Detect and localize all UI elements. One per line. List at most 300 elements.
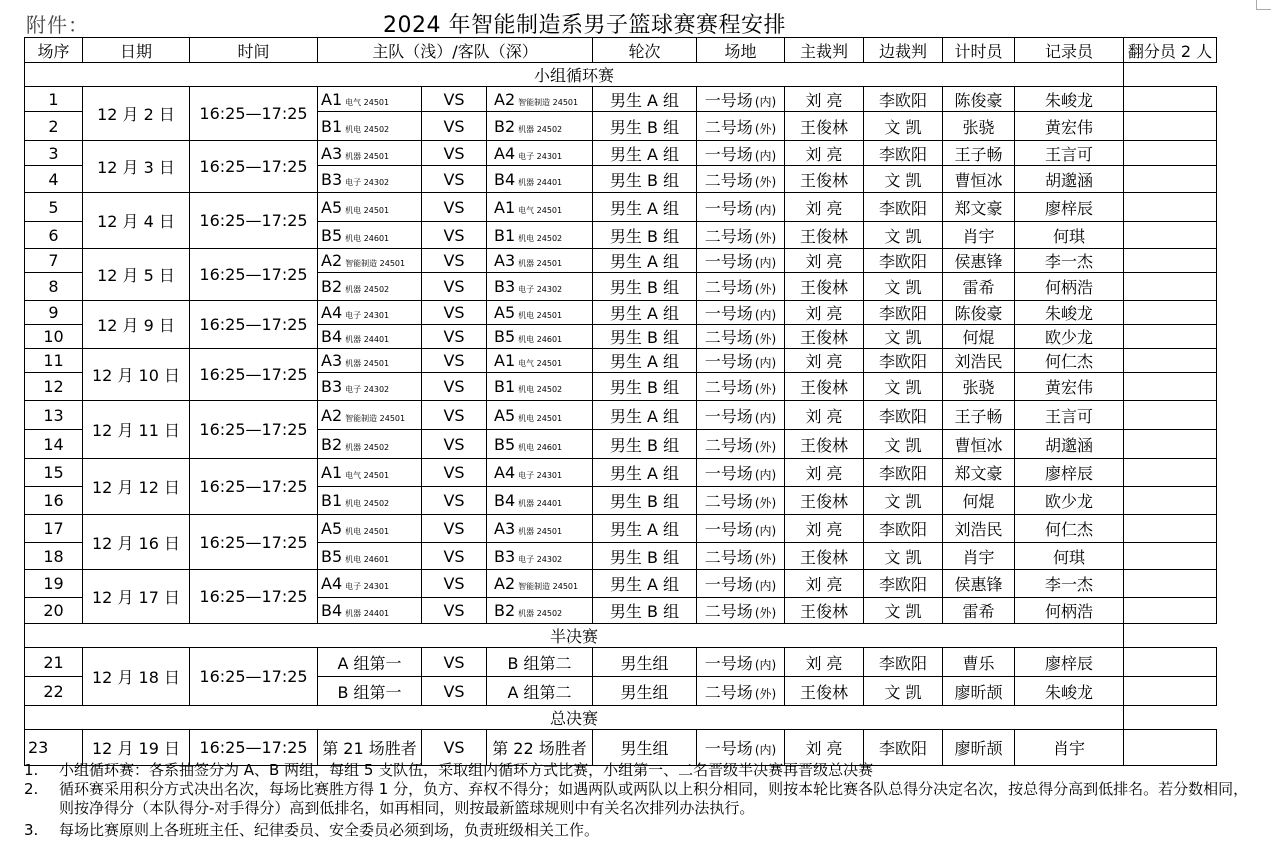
away-team-cell-code: A2 [494,89,516,109]
recorder-cell: 朱峻龙 [1015,301,1124,325]
home-team-cell-code: B5 [321,546,343,566]
venue-name: 二号场 [704,226,753,246]
home-team-cell-class: 机器 24502 [345,442,390,452]
main-referee-cell: 王俊林 [785,325,864,349]
away-team-cell-class: 电子 24301 [518,471,563,480]
away-team-cell-class: 机电 24502 [518,385,563,394]
round-cell: 男生 B 组 [593,166,697,193]
vs-cell: VS [422,401,487,430]
match-no-cell: 2 [25,112,83,141]
page-title: 2024 年智能制造系男子篮球赛赛程安排 [383,13,786,38]
away-team-cell-class: 智能制造 24501 [518,97,579,107]
venue-cell [697,112,785,141]
recorder-cell: 肖宇 [1015,730,1124,766]
home-team-cell-code: A4 [321,303,343,322]
home-team-cell-class: 机电 24601 [345,554,390,564]
round-cell: 男生 B 组 [593,112,697,141]
away-team-cell-class: 机器 24501 [518,259,563,268]
away-team-cell-code: A2 [494,574,516,593]
main-referee-cell: 王俊林 [785,273,864,301]
away-team-cell-code: A3 [494,251,516,270]
round-cell: 男生组 [593,677,697,706]
away-team-cell-code: A5 [494,405,516,425]
round-cell: 男生 B 组 [593,430,697,459]
time-cell: 16:25—17:25 [190,570,318,624]
home-team-cell-code: A1 [321,89,343,109]
time-cell: 16:25—17:25 [190,401,318,459]
main-referee-cell: 刘 亮 [785,648,864,677]
venue-cell [697,459,785,487]
home-team-cell-code: B2 [321,277,343,296]
away-team-cell: B 组第二 [487,648,593,677]
side-referee-cell: 文 凯 [864,677,943,706]
date-cell: 12 月 4 日 [83,193,190,249]
venue-tag: (外) [754,439,777,454]
table-row [25,349,1217,373]
away-team-cell-code: A3 [494,519,516,538]
side-referee-cell: 文 凯 [864,112,943,141]
away-team-cell [487,373,593,401]
away-team-cell: 第 22 场胜者 [487,730,593,766]
venue-name: 一号场 [704,352,753,371]
main-referee-cell: 王俊林 [785,543,864,570]
scorer-cell [1124,87,1217,112]
match-no-cell: 21 [25,648,83,677]
match-no-cell: 16 [25,487,83,515]
venue-tag: (内) [754,94,777,109]
round-cell: 男生 A 组 [593,349,697,373]
home-team-cell: 第 21 场胜者 [318,730,422,766]
away-team-cell [487,459,593,487]
away-team-cell-code: B1 [494,377,516,396]
away-team-cell [487,515,593,543]
recorder-cell: 胡邈涵 [1015,430,1124,459]
main-referee-cell: 刘 亮 [785,459,864,487]
away-team-cell [487,487,593,515]
venue-tag: (外) [754,230,777,245]
venue-name: 二号场 [704,435,753,455]
recorder-cell: 何仁杰 [1015,349,1124,373]
venue-tag: (外) [754,121,777,136]
main-referee-cell: 王俊林 [785,166,864,193]
venue-name: 一号场 [704,739,753,758]
venue-tag: (内) [754,148,777,163]
match-no-cell: 5 [25,193,83,222]
match-no-cell: 13 [25,401,83,430]
timer-cell: 曹恒冰 [943,430,1015,459]
away-team-cell [487,166,593,193]
home-team-cell: A 组第一 [318,648,422,677]
away-team-cell-class: 机电 24501 [518,311,563,320]
time-cell: 16:25—17:25 [190,141,318,193]
scorer-cell [1124,487,1217,515]
round-cell: 男生 A 组 [593,193,697,222]
away-team-cell-code: B1 [494,225,516,245]
venue-cell [697,677,785,706]
home-team-cell-class: 智能制造 24501 [345,259,406,268]
match-no-cell: 10 [25,325,83,349]
venue-tag: (外) [754,606,777,620]
vs-cell: VS [422,249,487,273]
venue-tag: (外) [754,174,777,189]
timer-cell: 陈俊豪 [943,87,1015,112]
timer-cell: 侯惠锋 [943,570,1015,598]
section-heading: 总决赛 [25,706,1124,730]
away-team-cell-code: B5 [494,434,516,454]
note-text: 每场比赛原则上各班班主任、纪律委员、安全委员必须到场，负责班级相关工作。 [59,821,600,839]
round-cell: 男生 A 组 [593,87,697,112]
time-cell: 16:25—17:25 [190,301,318,349]
round-cell: 男生 B 组 [593,325,697,349]
time-cell: 16:25—17:25 [190,648,318,706]
venue-cell [697,166,785,193]
venue-cell [697,325,785,349]
main-referee-cell: 刘 亮 [785,249,864,273]
round-cell: 男生 A 组 [593,515,697,543]
date-cell: 12 月 18 日 [83,648,190,706]
vs-cell: VS [422,301,487,325]
home-team-cell [318,349,422,373]
timer-cell: 郑文豪 [943,193,1015,222]
venue-cell [697,301,785,325]
vs-cell: VS [422,648,487,677]
vs-cell: VS [422,570,487,598]
away-team-cell-class: 电气 24501 [518,359,563,368]
side-referee-cell: 李欧阳 [864,141,943,166]
date-cell: 12 月 12 日 [83,459,190,515]
header-timer: 计时员 [943,38,1015,63]
scorer-cell [1124,325,1217,349]
home-team-cell-code: B4 [321,601,343,620]
notes-block [24,761,1260,840]
home-team-cell [318,222,422,249]
main-referee-cell: 刘 亮 [785,141,864,166]
match-no-cell: 19 [25,570,83,598]
home-team-cell-code: B1 [321,116,343,136]
home-team-cell-class: 电子 24301 [345,311,390,320]
match-no-cell: 11 [25,349,83,373]
main-referee-cell: 王俊林 [785,222,864,249]
side-referee-cell: 文 凯 [864,166,943,193]
home-team-cell-class: 电子 24302 [345,177,390,187]
away-team-cell [487,325,593,349]
recorder-cell: 黄宏伟 [1015,373,1124,401]
home-team-cell [318,598,422,624]
venue-name: 一号场 [704,252,753,271]
round-cell: 男生 A 组 [593,141,697,166]
away-team-cell-class: 电子 24302 [518,285,563,294]
away-team-cell-code: B3 [494,277,516,296]
away-team-cell-class: 机电 24501 [518,413,563,423]
away-team-cell [487,141,593,166]
recorder-cell: 李一杰 [1015,249,1124,273]
venue-cell [697,648,785,677]
scorer-cell [1124,273,1217,301]
home-team-cell-code: B4 [321,327,343,346]
side-referee-cell: 李欧阳 [864,349,943,373]
vs-cell: VS [422,487,487,515]
side-referee-cell: 文 凯 [864,273,943,301]
away-team-cell-class: 电气 24501 [518,205,563,215]
header-scorer: 翻分员 2 人 [1124,38,1217,63]
timer-cell: 廖昕颉 [943,730,1015,766]
round-cell: 男生 A 组 [593,301,697,325]
vs-cell: VS [422,193,487,222]
header-date: 日期 [83,38,190,63]
date-cell: 12 月 16 日 [83,515,190,570]
venue-tag: (内) [754,743,777,757]
match-no-cell: 4 [25,166,83,193]
home-team-cell-class: 机电 24501 [345,527,390,536]
away-team-cell-code: A4 [494,143,516,163]
venue-name: 二号场 [704,492,753,511]
recorder-cell: 欧少龙 [1015,487,1124,515]
away-team-cell-code: B4 [494,491,516,510]
venue-name: 二号场 [704,278,753,297]
venue-name: 一号场 [704,90,753,110]
side-referee-cell: 李欧阳 [864,648,943,677]
timer-cell: 侯惠锋 [943,249,1015,273]
side-referee-cell: 李欧阳 [864,301,943,325]
side-referee-cell: 文 凯 [864,373,943,401]
main-referee-cell: 刘 亮 [785,515,864,543]
header-round: 轮次 [593,38,697,63]
home-team-cell-class: 电气 24501 [345,97,390,107]
venue-tag: (内) [754,356,777,370]
match-no-cell: 23 [25,730,83,766]
home-team-cell [318,273,422,301]
home-team-cell [318,87,422,112]
table-row [25,63,1217,87]
note-item [24,761,1260,780]
away-team-cell-code: B4 [494,169,516,189]
home-team-cell: B 组第一 [318,677,422,706]
timer-cell: 何焜 [943,487,1015,515]
date-cell: 12 月 19 日 [83,730,190,766]
vs-cell: VS [422,543,487,570]
home-team-cell [318,166,422,193]
vs-cell: VS [422,273,487,301]
home-team-cell-code: A2 [321,405,343,425]
away-team-cell-code: A4 [494,463,516,482]
away-team-cell-code: A1 [494,197,516,217]
date-cell: 12 月 10 日 [83,349,190,401]
schedule-body [25,38,1217,766]
scorer-cell [1124,677,1217,706]
scorer-cell [1124,222,1217,249]
venue-tag: (内) [754,657,777,672]
match-no-cell: 15 [25,459,83,487]
home-team-cell-code: B3 [321,377,343,396]
recorder-cell: 何柄浩 [1015,273,1124,301]
main-referee-cell: 刘 亮 [785,730,864,766]
match-no-cell: 17 [25,515,83,543]
venue-cell [697,222,785,249]
table-row [25,141,1217,166]
home-team-cell-class: 电气 24501 [345,471,390,480]
table-row [25,401,1217,430]
away-team-cell-class: 机器 24501 [518,527,563,536]
away-team-cell [487,222,593,249]
timer-cell: 刘浩民 [943,515,1015,543]
venue-name: 二号场 [704,328,753,347]
note-text: 小组循环赛：各系抽签分为 A、B 两组，每组 5 支队伍，采取组内循环方式比赛，小组第一、二名晋级半决赛再晋级总决赛 [59,761,874,779]
table-row [25,249,1217,273]
home-team-cell [318,430,422,459]
vs-cell: VS [422,112,487,141]
recorder-cell: 朱峻龙 [1015,87,1124,112]
date-cell: 12 月 11 日 [83,401,190,459]
timer-cell: 刘浩民 [943,349,1015,373]
home-team-cell [318,401,422,430]
note-item [24,780,1260,818]
away-team-cell [487,401,593,430]
home-team-cell [318,193,422,222]
section-heading: 小组循环赛 [25,63,1124,87]
timer-cell: 雷希 [943,598,1015,624]
vs-cell: VS [422,222,487,249]
header-recorder: 记录员 [1015,38,1124,63]
timer-cell: 张骁 [943,112,1015,141]
time-cell: 16:25—17:25 [190,249,318,301]
match-no-cell: 6 [25,222,83,249]
match-no-cell: 7 [25,249,83,273]
home-team-cell [318,487,422,515]
venue-cell [697,598,785,624]
away-team-cell-class: 机电 24601 [518,335,563,344]
scorer-cell [1124,141,1217,166]
side-referee-cell: 文 凯 [864,325,943,349]
away-team-cell [487,430,593,459]
time-cell: 16:25—17:25 [190,515,318,570]
away-team-cell-code: B3 [494,546,516,566]
recorder-cell: 廖梓辰 [1015,648,1124,677]
scorer-cell [1124,373,1217,401]
match-no-cell: 12 [25,373,83,401]
table-row [25,301,1217,325]
side-referee-cell: 李欧阳 [864,249,943,273]
away-team-cell [487,543,593,570]
recorder-cell: 李一杰 [1015,570,1124,598]
venue-name: 二号场 [704,117,753,137]
venue-name: 二号场 [704,602,753,621]
table-row [25,38,1217,63]
round-cell: 男生 B 组 [593,487,697,515]
header-teams: 主队（浅）/客队（深） [318,38,593,63]
away-team-cell-class: 机电 24502 [518,233,563,243]
home-team-cell [318,543,422,570]
side-referee-cell: 文 凯 [864,430,943,459]
round-cell: 男生 B 组 [593,543,697,570]
page-corner-mark [1256,0,1271,10]
recorder-cell: 何柄浩 [1015,598,1124,624]
away-team-cell [487,273,593,301]
timer-cell: 雷希 [943,273,1015,301]
timer-cell: 曹恒冰 [943,166,1015,193]
main-referee-cell: 王俊林 [785,487,864,515]
away-team-cell-class: 机器 24502 [518,609,563,618]
timer-cell: 王子畅 [943,401,1015,430]
vs-cell: VS [422,166,487,193]
main-referee-cell: 刘 亮 [785,193,864,222]
recorder-cell: 何琪 [1015,543,1124,570]
home-team-cell [318,373,422,401]
venue-tag: (外) [754,282,777,296]
home-team-cell [318,459,422,487]
venue-tag: (内) [754,410,777,425]
vs-cell: VS [422,87,487,112]
round-cell: 男生 A 组 [593,570,697,598]
header-match-no: 场序 [25,38,83,63]
home-team-cell-code: A3 [321,351,343,370]
venue-tag: (内) [754,202,777,217]
attachment-label: 附件： [26,13,89,37]
away-team-cell-code: A1 [494,351,516,370]
main-referee-cell: 刘 亮 [785,87,864,112]
time-cell: 16:25—17:25 [190,730,318,766]
scorer-cell [1124,430,1217,459]
table-row [25,515,1217,543]
side-referee-cell: 文 凯 [864,487,943,515]
venue-name: 一号场 [704,520,753,539]
schedule-table [24,37,1217,766]
home-team-cell-class: 机器 24401 [345,335,390,344]
match-no-cell: 9 [25,301,83,325]
away-team-cell-class: 机电 24601 [518,442,563,452]
round-cell: 男生 A 组 [593,459,697,487]
match-no-cell: 22 [25,677,83,706]
away-team-cell [487,349,593,373]
vs-cell: VS [422,430,487,459]
home-team-cell-class: 机器 24501 [345,359,390,368]
venue-name: 一号场 [704,575,753,594]
table-row [25,624,1217,648]
away-team-cell-class: 电子 24302 [518,554,563,564]
venue-tag: (外) [754,332,777,346]
vs-cell: VS [422,141,487,166]
scorer-cell [1124,570,1217,598]
time-cell: 16:25—17:25 [190,193,318,249]
scorer-cell [1124,648,1217,677]
main-referee-cell: 刘 亮 [785,401,864,430]
away-team-cell [487,301,593,325]
timer-cell: 王子畅 [943,141,1015,166]
main-referee-cell: 刘 亮 [785,349,864,373]
recorder-cell: 胡邈涵 [1015,166,1124,193]
home-team-cell-class: 机器 24401 [345,609,390,618]
venue-cell [697,349,785,373]
round-cell: 男生组 [593,648,697,677]
away-team-cell-class: 电子 24301 [518,151,563,161]
vs-cell: VS [422,730,487,766]
side-referee-cell: 文 凯 [864,222,943,249]
venue-tag: (内) [754,468,777,482]
side-referee-cell: 李欧阳 [864,570,943,598]
venue-cell [697,141,785,166]
side-referee-cell: 李欧阳 [864,401,943,430]
document-header [0,0,1271,38]
vs-cell: VS [422,677,487,706]
home-team-cell [318,249,422,273]
table-row [25,193,1217,222]
date-cell: 12 月 9 日 [83,301,190,349]
table-row [25,648,1217,677]
venue-name: 一号场 [704,464,753,483]
side-referee-cell: 李欧阳 [864,459,943,487]
table-row [25,570,1217,598]
main-referee-cell: 王俊林 [785,430,864,459]
main-referee-cell: 王俊林 [785,677,864,706]
